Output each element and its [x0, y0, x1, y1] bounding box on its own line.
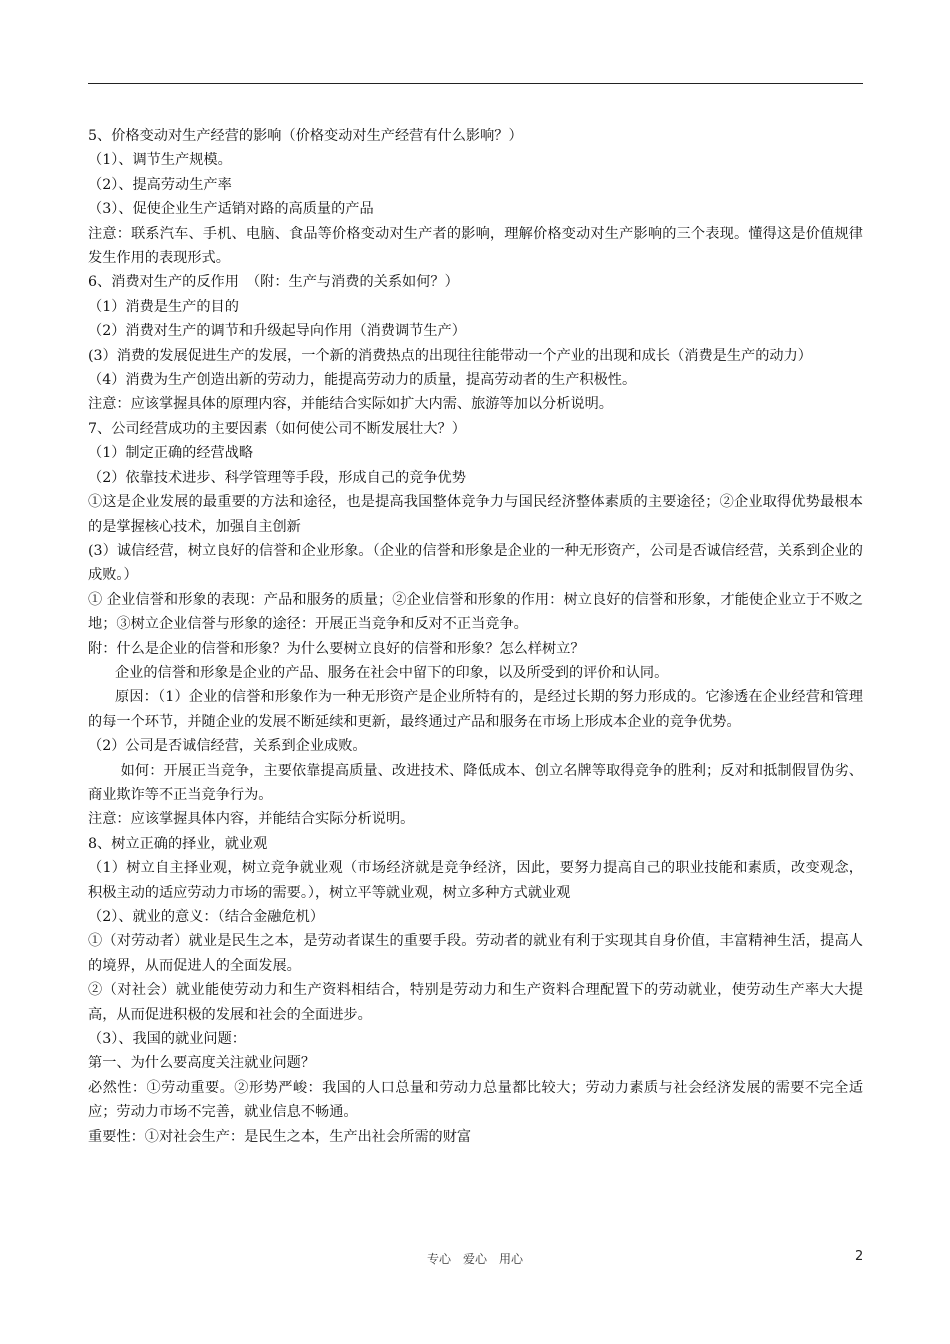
paragraph: （1）制定正确的经营战略	[88, 445, 254, 462]
header-rule	[88, 83, 863, 84]
paragraph: （3）、促使企业生产适销对路的高质量的产品	[88, 201, 374, 218]
paragraph: 如何：开展正当竞争，主要依靠提高质量、改进技术、降低成本、创立名牌等取得竞争的胜利；反对和抵制假冒伪劣、商业欺诈等不正当竞争行为。	[88, 762, 863, 803]
paragraph: (3）消费的发展促进生产的发展，一个新的消费热点的出现往往能带动一个产业的出现和成长（消费是生产的动力）	[88, 347, 812, 364]
paragraph: 注意：应该掌握具体的原理内容，并能结合实际如扩大内需、旅游等加以分析说明。	[88, 396, 613, 413]
paragraph: （4）消费为生产创造出新的劳动力，能提高劳动力的质量，提高劳动者的生产积极性。	[88, 372, 637, 389]
paragraph: ①（对劳动者）就业是民生之本，是劳动者谋生的重要手段。劳动者的就业有利于实现其自身价值，丰富精神生活，提高人的境界，从而促进人的全面发展。	[88, 933, 863, 974]
paragraph: 重要性：①对社会生产：是民生之本，生产出社会所需的财富	[88, 1128, 472, 1145]
paragraph: （2）公司是否诚信经营，关系到企业成败。	[88, 738, 367, 755]
paragraph: 企业的信誉和形象是企业的产品、服务在社会中留下的印象，以及所受到的评价和认同。	[114, 664, 669, 681]
paragraph: 附：什么是企业的信誉和形象？为什么要树立良好的信誉和形象？怎么样树立？	[88, 640, 585, 657]
paragraph: （3）、我国的就业问题：	[88, 1031, 246, 1048]
paragraph: 必然性：①劳动重要。②形势严峻：我国的人口总量和劳动力总量都比较大；劳动力素质与社会经济发展的需要不完全适应；劳动力市场不完善，就业信息不畅通。	[88, 1079, 863, 1121]
paragraph: 5、价格变动对生产经营的影响（价格变动对生产经营有什么影响？）	[88, 128, 523, 144]
paragraph: 第一、为什么要高度关注就业问题？	[88, 1055, 316, 1072]
footer-motto: 专心 爱心 用心	[426, 1252, 523, 1266]
paragraph: （2）依靠技术进步、科学管理等手段，形成自己的竞争优势	[88, 469, 466, 486]
paragraph: (3）诚信经营，树立良好的信誉和企业形象。（企业的信誉和形象是企业的一种无形资产，公司是否诚信经营，关系到企业的成败。）	[88, 542, 863, 584]
paragraph: 7、公司经营成功的主要因素（如何使公司不断发展壮大？）	[88, 420, 466, 437]
paragraph: （1）树立自主择业观，树立竞争就业观（市场经济就是竞争经济，因此，要努力提高自己的职业技能和素质，改变观念，积极主动的适应劳动力市场的需要。），树立平等就业观，树立多种方式就业观	[88, 860, 863, 901]
paragraph: 原因：（1）企业的信誉和形象作为一种无形资产是企业所特有的，是经过长期的努力形成的。它渗透在企业经营和管理的每一个环节，并随企业的发展不断延续和更新，最终通过产品和服务在市场上形成本企业的竞争优势。	[88, 689, 863, 730]
paragraph: 6、消费对生产的反作用 （附：生产与消费的关系如何？）	[88, 274, 459, 291]
paragraph: （2）、提高劳动生产率	[88, 176, 232, 193]
paragraph: （1）消费是生产的目的	[88, 298, 239, 315]
paragraph: ②（对社会）就业能使劳动力和生产资料相结合，特别是劳动力和生产资料合理配置下的劳动就业，使劳动生产率大大提高，从而促进积极的发展和社会的全面进步。	[88, 982, 863, 1023]
document-body	[88, 124, 863, 1149]
paragraph: 注意：应该掌握具体内容，并能结合实际分析说明。	[88, 811, 415, 828]
paragraph: （2）消费对生产的调节和升级起导向作用（消费调节生产）	[88, 323, 466, 340]
page-number: 2	[855, 1249, 864, 1264]
paragraph: 注意：联系汽车、手机、电脑、食品等价格变动对生产者的影响，理解价格变动对生产影响的三个表现。懂得这是价值规律发生作用的表现形式。	[88, 225, 863, 267]
paragraph: ① 企业信誉和形象的表现：产品和服务的质量；②企业信誉和形象的作用：树立良好的信誉和形象，才能使企业立于不败之地；③树立企业信誉与形象的途径：开展正当竞争和反对不正当竞争。	[88, 591, 863, 633]
paragraph: （1）、调节生产规模。	[88, 152, 232, 169]
paragraph: （2）、就业的意义：（结合金融危机）	[88, 909, 325, 925]
paragraph: 8、树立正确的择业，就业观	[88, 835, 268, 852]
paragraph: ①这是企业发展的最重要的方法和途径，也是提高我国整体竞争力与国民经济整体素质的主要途径；②企业取得优势最根本的是掌握核心技术，加强自主创新	[88, 494, 863, 535]
